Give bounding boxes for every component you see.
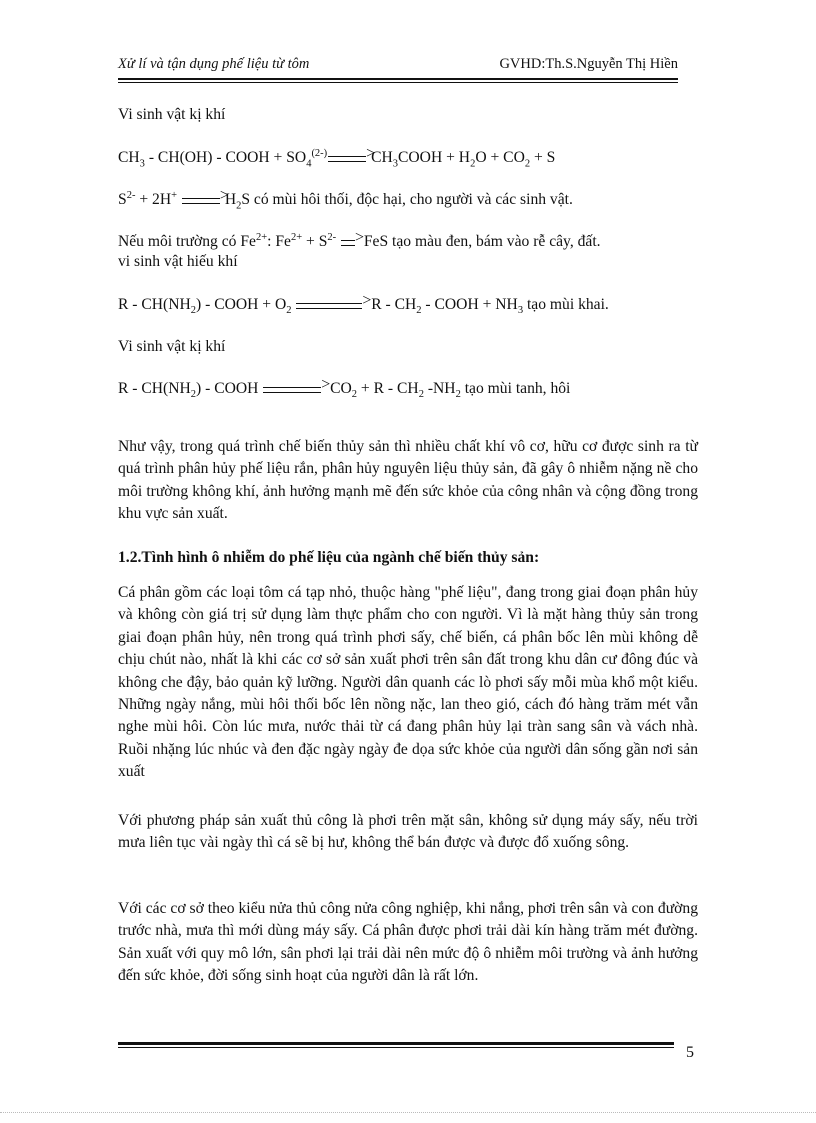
eq-text: - COOH + NH	[421, 296, 518, 313]
eq-text: -NH	[423, 380, 456, 397]
text-line-aerobic: vi sinh vật hiếu khí	[118, 253, 238, 270]
eq-sub: 2	[236, 200, 242, 212]
header-rule	[118, 78, 678, 83]
reaction-arrow	[341, 238, 355, 247]
equation-4	[118, 296, 609, 316]
eq-sub: 2	[524, 158, 531, 170]
page-edge-divider	[0, 1112, 816, 1113]
eq-sub: 2	[190, 305, 197, 317]
page-number: 5	[686, 1044, 694, 1061]
paragraph-manual-method: Với phương pháp sản xuất thủ công là phơi trên mặt sân, không sử dụng máy sấy, nếu trời mưa liên tục vài ngày thì cá sẽ bị hư, không thể bán được và được đổ xuống sông.	[118, 812, 698, 852]
eq-text: + R - CH	[357, 380, 419, 397]
eq-text: + 2H	[135, 191, 172, 209]
eq-text: CO	[330, 380, 352, 397]
section-heading: 1.2.Tình hình ô nhiễm do phế liệu của ngành chế biến thủy sản:	[118, 549, 540, 566]
eq-text: ) - COOH	[196, 380, 259, 397]
text-line-anaerobic-2: Vi sinh vật kị khí	[118, 338, 226, 355]
eq-text: tạo mùi tanh, hôi	[460, 380, 571, 397]
header-supervisor: GVHD:Th.S.Nguyễn Thị Hiền	[499, 56, 678, 72]
eq-text: + S	[530, 149, 556, 167]
eq-text: R - CH(NH	[118, 296, 191, 313]
eq-sub: 2	[190, 389, 197, 401]
eq-sup: 2+	[255, 232, 268, 243]
eq-sub: 2	[418, 389, 424, 401]
eq-text: + S	[302, 233, 328, 251]
eq-sup: 2-	[126, 190, 136, 201]
eq-text: FeS tạo màu đen, bám vào rễ cây, đất.	[363, 233, 601, 251]
eq-sub: 2	[351, 389, 358, 401]
reaction-arrow	[182, 196, 220, 205]
eq-sub: 2	[286, 305, 292, 317]
eq-text: H	[224, 191, 237, 209]
eq-text: CH	[118, 149, 140, 167]
eq-text: S có mùi hôi thối, độc hại, cho người và các sinh vật.	[241, 191, 573, 209]
equation-5	[118, 380, 570, 400]
eq-text: CH	[371, 149, 393, 167]
paragraph-fish-waste: Cá phân gồm các loại tôm cá tạp nhỏ, thuộc hàng "phế liệu", đang trong giai đoạn phân hủy và không còn giá trị sử dụng làm thực phẩm cho con người. Vì là mặt hàng thủy sản trong giai đoạn phân hủy, nên trong quá trình phơi sấy, chế biến, cá phân bốc lên mùi không dễ chịu chút nào, nhất là khi các cơ sở sản xuất phơi trên sân đất trong khu dân cư đông đúc và không che đậy, bảo quản kỹ lưỡng. Người dân quanh các lò phơi sấy mỗi mùa khổ một kiểu. Những ngày nắng, mùi hôi thối bốc lên nồng nặc, lan theo gió, cách đó hàng trăm mét vẫn nghe mùi hôi. Còn lúc mưa, nước thải từ cá đang phân hủy lại tràn sang sân và vách nhà. Ruồi nhặng lúc nhúc và đen đặc ngày ngày đe dọa sức khỏe của người dân sống gần nơi sản xuất	[118, 584, 698, 781]
eq-sub: 4	[306, 158, 312, 170]
eq-sub: 2	[470, 158, 476, 170]
eq-sup: 2-	[327, 232, 337, 243]
eq-text: tạo mùi khai.	[523, 296, 609, 313]
eq-text: Nếu môi trường có Fe	[118, 233, 256, 251]
eq-text: ) - COOH + O	[196, 296, 287, 313]
eq-sup: (2-)	[311, 148, 328, 159]
page-header	[118, 56, 678, 73]
footer-rule	[118, 1042, 674, 1048]
eq-sup: +	[171, 190, 178, 201]
eq-text: R - CH	[371, 296, 417, 313]
eq-sup: 2+	[290, 232, 303, 243]
eq-sub: 3	[139, 158, 145, 170]
eq-text: R - CH(NH	[118, 380, 191, 397]
header-title: Xử lí và tận dụng phế liệu từ tôm	[118, 56, 310, 72]
eq-sub: 3	[392, 158, 399, 170]
eq-sub: 2	[416, 305, 422, 317]
eq-text: : Fe	[267, 233, 291, 251]
reaction-arrow	[263, 385, 321, 394]
eq-text: O + CO	[475, 149, 525, 167]
eq-sub: 2	[455, 389, 461, 401]
reaction-arrow	[328, 154, 366, 163]
eq-text: - CH(OH) - COOH + SO	[144, 149, 307, 167]
text-line-anaerobic-1: Vi sinh vật kị khí	[118, 106, 226, 123]
equation-3	[118, 232, 601, 251]
eq-text: S	[118, 191, 127, 209]
reaction-arrow	[296, 301, 362, 310]
eq-sub: 3	[517, 305, 524, 317]
paragraph-summary: Như vậy, trong quá trình chế biến thủy sản thì nhiều chất khí vô cơ, hữu cơ được sinh ra từ quá trình phân hủy phế liệu rắn, phân hủy nguyên liệu thủy sản, đã gây ô nhiễm nặng nề cho môi trường không khí, ảnh hưởng mạnh mẽ đến sức khỏe của công nhân và cộng đồng trong khu vực sản xuất.	[118, 438, 698, 523]
paragraph-semi-industrial: Với các cơ sở theo kiểu nửa thủ công nửa công nghiệp, khi nắng, phơi trên sân và con đường trước nhà, mưa thì mới dùng máy sấy. Cá phân được phơi trải dài kín hàng trăm mét đường. Sản xuất với quy mô lớn, sân phơi lại trải dài nên mức độ ô nhiễm môi trường và ảnh hưởng đến sức khỏe, đời sống sinh hoạt của người dân là rất lớn.	[118, 900, 698, 985]
equation-2	[118, 190, 573, 211]
eq-text: COOH + H	[398, 149, 471, 167]
equation-1	[118, 148, 555, 169]
